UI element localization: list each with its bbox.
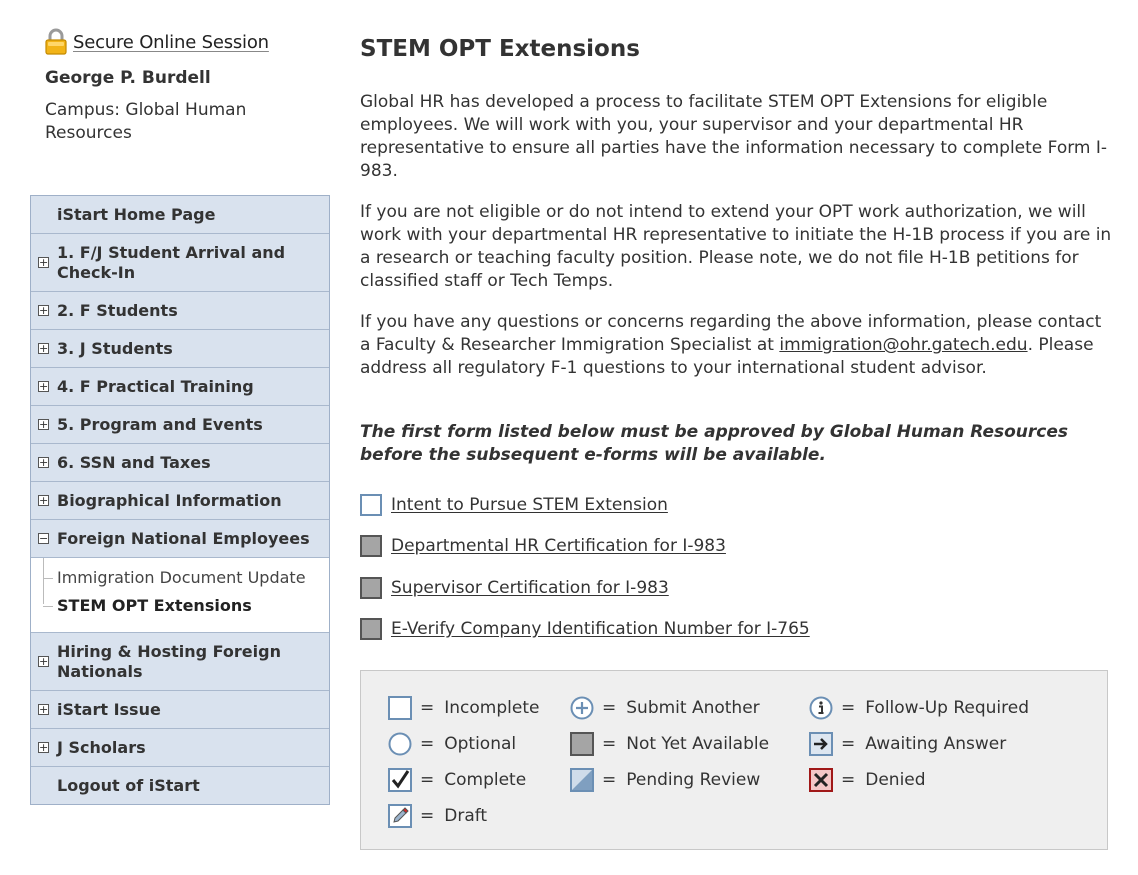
pending-review-icon <box>570 768 594 792</box>
nav-submenu-foreign-national-employees <box>31 558 329 633</box>
legend-equals: = <box>420 806 435 826</box>
expand-icon[interactable]: + <box>39 341 49 355</box>
not-available-icon <box>570 732 594 756</box>
contact-text-end: . Please address all regulatory F-1 questions to your international student advisor. <box>360 335 1094 378</box>
contact-text: If you have any questions or concerns regarding the above information, please contact a Faculty & Researcher Immigration Specialist at <box>360 312 1102 355</box>
legend-label: Submit Another <box>626 698 760 718</box>
nav-item-label: Biographical Information <box>57 491 282 510</box>
status-legend <box>360 670 1108 850</box>
info-icon <box>809 696 833 720</box>
user-name: George P. Burdell <box>45 68 211 88</box>
legend-label: Awaiting Answer <box>865 734 1007 754</box>
optional-icon <box>388 732 412 756</box>
nav-item-label: Logout of iStart <box>57 776 200 795</box>
denied-x-icon <box>809 768 833 792</box>
nav-item-arrival-checkin[interactable] <box>31 234 329 292</box>
legend-label: Denied <box>865 770 926 790</box>
submit-another-plus-icon <box>570 696 594 720</box>
legend-equals: = <box>841 698 856 718</box>
form-link-everify[interactable]: E-Verify Company Identification Number for I-765 <box>391 619 810 639</box>
legend-label: Optional <box>444 734 517 754</box>
legend-optional <box>388 731 516 757</box>
legend-incomplete <box>388 695 539 721</box>
intro-paragraph: Global HR has developed a process to facilitate STEM OPT Extensions for eligible employees. We will work with you, your supervisor and your departmental HR representative to ensure all parties have the information necessary to complete Form I-983. <box>360 92 1108 181</box>
nav-item-logout[interactable] <box>31 767 329 804</box>
nav-item-label: 2. F Students <box>57 301 178 320</box>
approval-notice: The first form listed below must be approved by Global Human Resources before the subsequent e-forms will be available. <box>360 422 1069 465</box>
legend-denied <box>809 767 926 793</box>
arrow-right-icon <box>809 732 833 756</box>
expand-icon[interactable]: + <box>39 493 49 507</box>
legend-submit-another <box>570 695 760 721</box>
nav-item-foreign-national-employees[interactable] <box>31 520 329 558</box>
tree-branch <box>43 606 53 607</box>
legend-label: Incomplete <box>444 698 540 718</box>
nav-item-label: 4. F Practical Training <box>57 377 254 396</box>
nav-item-label: 6. SSN and Taxes <box>57 453 211 472</box>
legend-follow-up <box>809 695 1029 721</box>
nav-item-hiring-hosting[interactable] <box>31 633 329 691</box>
legend-equals: = <box>602 734 617 754</box>
legend-draft <box>388 803 487 829</box>
nav-item-f-students[interactable] <box>31 292 329 330</box>
nav-subitem-label: Immigration Document Update <box>57 568 306 587</box>
not-available-status-icon <box>360 577 382 599</box>
nav-item-label: Hiring & Hosting Foreign Nationals <box>57 642 281 681</box>
nav-item-istart-home[interactable] <box>31 196 329 234</box>
nav-item-label: 5. Program and Events <box>57 415 263 434</box>
legend-equals: = <box>602 698 617 718</box>
expand-icon[interactable]: + <box>39 255 49 269</box>
padlock-icon <box>44 28 68 56</box>
form-link-departmental-hr[interactable]: Departmental HR Certification for I-983 <box>391 536 726 556</box>
nav-item-label: J Scholars <box>57 738 146 757</box>
not-available-status-icon <box>360 535 382 557</box>
legend-equals: = <box>420 698 435 718</box>
draft-pencil-icon <box>388 804 412 828</box>
expand-icon[interactable]: + <box>39 654 49 668</box>
legend-complete <box>388 767 526 793</box>
form-row <box>360 493 668 517</box>
legend-equals: = <box>841 734 856 754</box>
expand-icon[interactable]: + <box>39 417 49 431</box>
legend-label: Complete <box>444 770 527 790</box>
expand-icon[interactable]: + <box>39 379 49 393</box>
incomplete-icon <box>388 696 412 720</box>
legend-equals: = <box>841 770 856 790</box>
expand-icon[interactable]: + <box>39 702 49 716</box>
nav-subitem-immigration-document-update[interactable] <box>31 564 329 592</box>
legend-equals: = <box>420 734 435 754</box>
nav-item-f-practical-training[interactable] <box>31 368 329 406</box>
legend-label: Follow-Up Required <box>865 698 1030 718</box>
legend-not-available <box>570 731 769 757</box>
nav-item-program-events[interactable] <box>31 406 329 444</box>
page-title: STEM OPT Extensions <box>360 36 640 62</box>
nav-item-ssn-taxes[interactable] <box>31 444 329 482</box>
eligibility-paragraph: If you are not eligible or do not intend to extend your OPT work authorization, we will work with your departmental HR representative to initiate the H-1B process if you are in a research or teaching faculty position. Please note, we do not file H-1B petitions for classified staff or Tech Temps. <box>360 202 1112 291</box>
legend-equals: = <box>420 770 435 790</box>
form-row <box>360 617 810 641</box>
expand-icon[interactable]: + <box>39 740 49 754</box>
nav-item-j-students[interactable] <box>31 330 329 368</box>
form-link-supervisor-cert[interactable]: Supervisor Certification for I-983 <box>391 578 669 598</box>
nav-item-label: iStart Home Page <box>57 205 216 224</box>
form-link-intent-stem[interactable]: Intent to Pursue STEM Extension <box>391 495 668 515</box>
secure-session-indicator <box>44 28 274 58</box>
contact-paragraph <box>360 311 1115 380</box>
complete-check-icon <box>388 768 412 792</box>
form-row <box>360 534 726 558</box>
campus-label: Campus: Global Human Resources <box>45 100 247 143</box>
tree-branch <box>43 578 53 579</box>
legend-label: Draft <box>444 806 488 826</box>
nav-item-j-scholars[interactable] <box>31 729 329 767</box>
legend-pending-review <box>570 767 760 793</box>
nav-subitem-stem-opt-extensions[interactable] <box>31 592 329 620</box>
legend-awaiting-answer <box>809 731 1006 757</box>
legend-label: Not Yet Available <box>626 734 770 754</box>
navigation-menu <box>30 195 330 805</box>
collapse-icon[interactable]: − <box>39 531 49 545</box>
secure-session-label: Secure Online Session <box>73 32 269 53</box>
legend-label: Pending Review <box>626 770 761 790</box>
nav-item-label: 3. J Students <box>57 339 173 358</box>
not-available-status-icon <box>360 618 382 640</box>
nav-item-label: iStart Issue <box>57 700 161 719</box>
expand-icon[interactable]: + <box>39 303 49 317</box>
expand-icon[interactable]: + <box>39 455 49 469</box>
form-row <box>360 576 669 600</box>
nav-subitem-label: STEM OPT Extensions <box>57 596 252 615</box>
nav-item-biographical-information[interactable] <box>31 482 329 520</box>
legend-equals: = <box>602 770 617 790</box>
email-link[interactable]: immigration@ohr.gatech.edu <box>779 335 1028 355</box>
nav-item-istart-issue[interactable] <box>31 691 329 729</box>
incomplete-status-icon <box>360 494 382 516</box>
nav-item-label: 1. F/J Student Arrival and Check-In <box>57 243 286 282</box>
nav-item-label: Foreign National Employees <box>57 529 310 548</box>
